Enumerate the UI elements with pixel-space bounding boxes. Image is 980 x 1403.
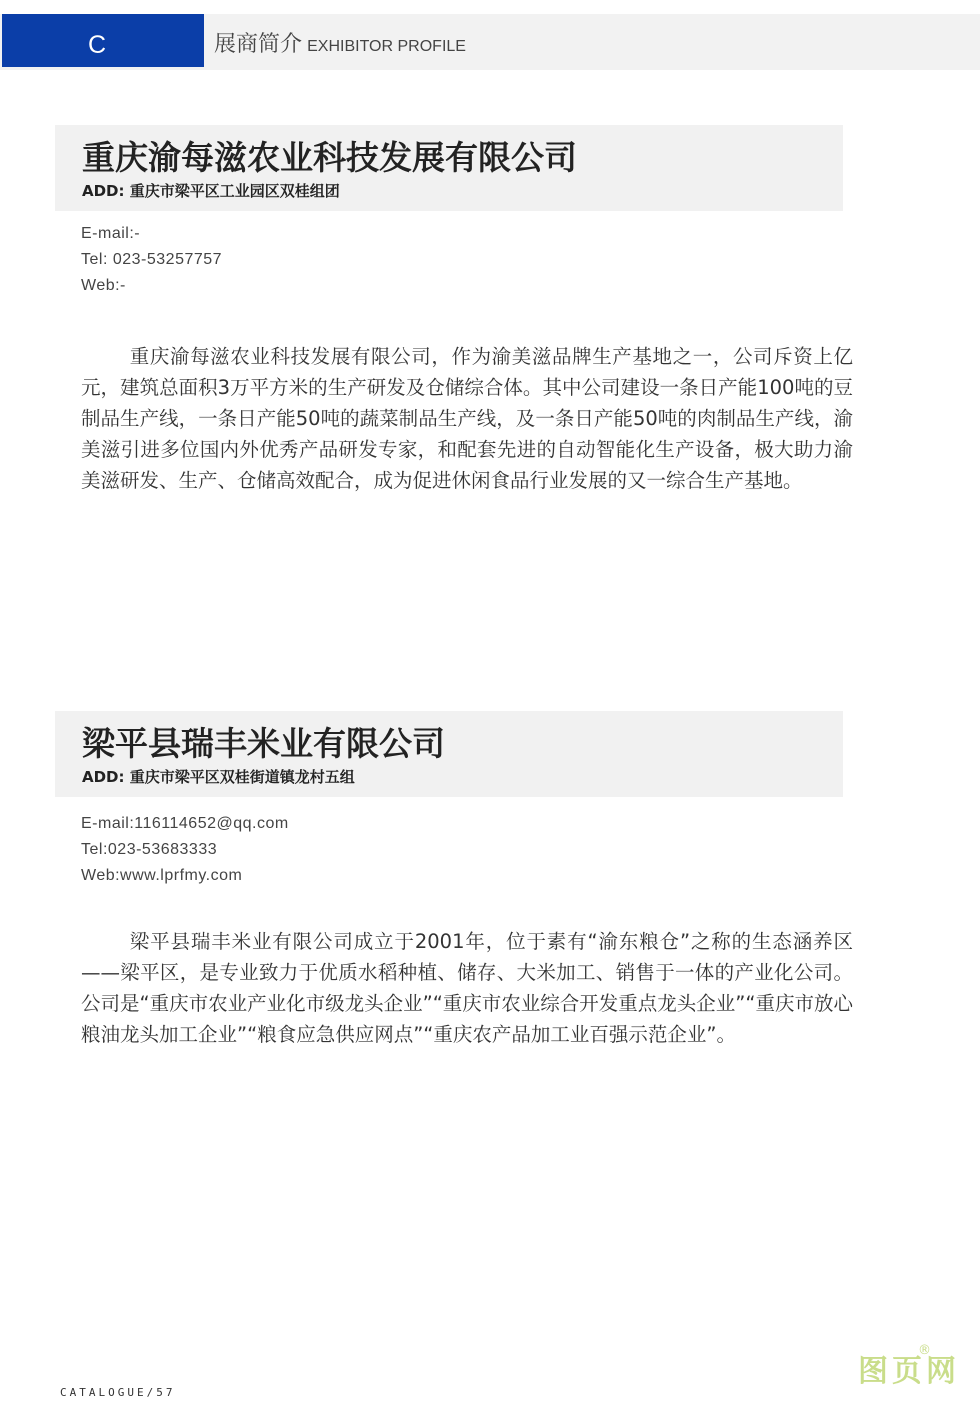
company-contact-2 — [81, 811, 581, 889]
page-footer: CATALOGUE/57 — [60, 1386, 176, 1399]
company-web-1: Web:- — [81, 277, 126, 294]
header-title-zh: 展商简介 — [214, 32, 303, 57]
section-letter: C — [88, 31, 107, 59]
company-email-2: E-mail:116114652@qq.com — [81, 815, 289, 832]
header-title-en: EXHIBITOR PROFILE — [307, 38, 466, 55]
header-title — [214, 30, 466, 62]
company-name-1: 重庆渝每滋农业科技发展有限公司 — [82, 138, 577, 177]
company-header-2 — [55, 711, 843, 797]
company-tel-2: Tel:023-53683333 — [81, 841, 218, 858]
company-name-2: 梁平县瑞丰米业有限公司 — [82, 724, 445, 763]
watermark-logo: 图页网 — [858, 1354, 960, 1389]
company-contact-1 — [81, 221, 581, 299]
company-tel-1: Tel: 023-53257757 — [81, 251, 223, 268]
company-header-1 — [55, 125, 843, 211]
company-description-1: 重庆渝每滋农业科技发展有限公司，作为渝美滋品牌生产基地之一，公司斥资上亿元，建筑总面积3万平方米的生产研发及仓储综合体。其中公司建设一条日产能100吨的豆制品生产线，一条日产能50吨的蔬菜制品生产线，及一条日产能50吨的肉制品生产线，渝美滋引进多位国内外优秀产品研发专家，和配套先进的自动智能化生产设备，极大助力渝美滋研发、生产、仓储高效配合，成为促进休闲食品行业发展的又一综合生产基地。 — [81, 345, 853, 492]
company-email-1: E-mail:- — [81, 225, 141, 242]
company-address-1: ADD: 重庆市梁平区工业园区双桂组团 — [82, 182, 340, 200]
company-web-2: Web:www.lprfmy.com — [81, 867, 243, 884]
company-description-2: 梁平县瑞丰米业有限公司成立于2001年，位于素有“渝东粮仓”之称的生态涵养区——梁平区，是专业致力于优质水稻种植、储存、大米加工、销售于一体的产业化公司。公司是“重庆市农业产业化市级龙头企业”“重庆市农业综合开发重点龙头企业”“重庆市放心粮油龙头加工企业”“粮食应急供应网点”“重庆农产品加工业百强示范企业”。 — [81, 930, 854, 1046]
company-address-2: ADD: 重庆市梁平区双桂街道镇龙村五组 — [82, 768, 355, 786]
watermark-registered-mark: ® — [918, 1343, 931, 1358]
